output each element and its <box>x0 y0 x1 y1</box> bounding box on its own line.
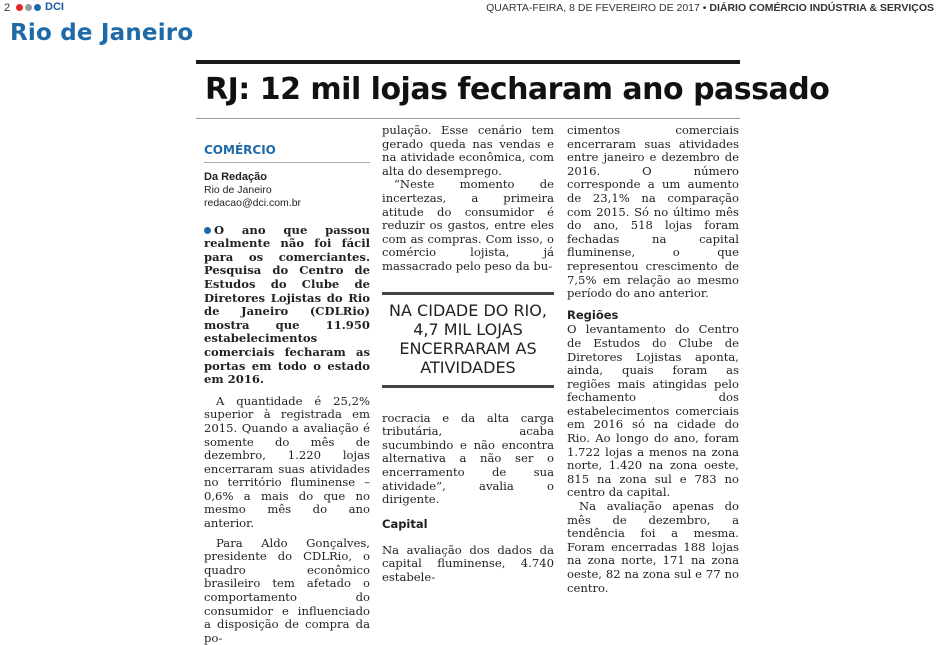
subhead-capital: Capital <box>382 517 428 532</box>
paragraph: A quantidade é 25,2% superior à registrada em 2015. Quando a avaliação é somente do mês de dezembro, 1.220 lojas encerraram suas atividades no território fluminense – 0,6% a mais do que no mesmo mês do ano anterior. <box>204 393 370 531</box>
logo-dot-red <box>16 4 23 11</box>
page-number: 2 <box>4 2 11 14</box>
issue-date: QUARTA-FEIRA, 8 DE FEVEREIRO DE 2017 <box>486 2 700 14</box>
paragraph: Na avaliação apenas do mês de dezembro, a tendência foi a mesma. Foram encerradas 188 lojas na zona norte, 171 na zona oeste, 82 na zona sul e 77 no centro. <box>567 499 739 595</box>
article-headline: RJ: 12 mil lojas fecharam ano passado <box>205 72 830 107</box>
article-column-2 <box>382 124 554 274</box>
paragraph: “Neste momento de incertezas, a primeira atitude do consumidor é reduzir os gastos, entre eles com as compras. Com isso, o comércio lojista, já massacrado pelo peso da bu- <box>382 177 554 273</box>
section-title: Rio de Janeiro <box>10 20 194 46</box>
pull-quote: NA CIDADE DO RIO, 4,7 MIL LOJAS ENCERRARAM AS ATIVIDADES <box>382 292 554 388</box>
subhead-regioes: Regiões <box>567 307 619 322</box>
kicker-rule <box>204 162 370 163</box>
paragraph: Para Aldo Gonçalves, presidente do CDLRio, o quadro econômico brasileiro tem afetado o comportamento do consumidor e influenciado a disposição de compra da po- <box>204 535 370 645</box>
paragraph: pulação. Esse cenário tem gerado queda nas vendas e na atividade econômica, com alta do desemprego. <box>382 123 554 178</box>
dateline <box>486 2 934 14</box>
bullet-icon <box>204 227 211 234</box>
headline-bottom-rule <box>196 118 740 119</box>
logo-dot-gray <box>25 4 32 11</box>
article-column-2-continued <box>382 400 554 596</box>
headline-top-rule <box>196 60 740 64</box>
byline-email: redacao@dci.com.br <box>204 196 302 209</box>
logo-text: DCI <box>45 1 64 13</box>
article-column-1 <box>204 128 370 645</box>
paragraph: Na avaliação dos dados da capital fluminense, 4.740 estabele- <box>382 542 554 584</box>
article-kicker: COMÉRCIO <box>204 143 276 157</box>
paragraph: rocracia e da alta carga tributária, acaba sucumbindo e não encontra alternativa a não ser o encerramento de sua atividade”, avalia o dirigente. <box>382 410 554 507</box>
lede-text: O ano que passou realmente não foi fácil para os comerciantes. Pesquisa do Centro de Estudos do Clube de Diretores Lojistas do Rio de Janeiro (CDLRio) mostra que 11.950 estabelecimentos comerciais fecharam as portas em todo o estado em 2016. <box>204 222 370 387</box>
dci-logo <box>16 1 64 13</box>
paragraph: O levantamento do Centro de Estudos do Clube de Diretores Lojistas aponta, ainda, quais foram as regiões mais atingidas pelo fechamento dos estabelecimentos comerciais em 2016 só na cidade do Rio. Ao longo do ano, foram 1.722 lojas a menos na zona norte, 1.420 na zona oeste, 815 na zona sul e 783 no centro da capital. <box>567 322 739 500</box>
lede-paragraph <box>204 224 370 387</box>
byline-location: Rio de Janeiro <box>204 183 272 196</box>
dateline-separator: • <box>702 2 707 14</box>
page-header <box>0 0 940 16</box>
publication-name: DIÁRIO COMÉRCIO INDÚSTRIA & SERVIÇOS <box>709 2 934 14</box>
paragraph: cimentos comerciais encerraram suas atividades entre janeiro e dezembro de 2016. O número corresponde a um aumento de 23,1% na comparação com 2015. Só no último mês do ano, 518 lojas foram fechadas na capital fluminense, o que representou crescimento de 7,5% em relação ao mesmo período do ano anterior. <box>567 123 739 301</box>
article-column-3 <box>567 124 739 595</box>
logo-dot-blue <box>34 4 41 11</box>
byline: Da Redação <box>204 170 267 183</box>
